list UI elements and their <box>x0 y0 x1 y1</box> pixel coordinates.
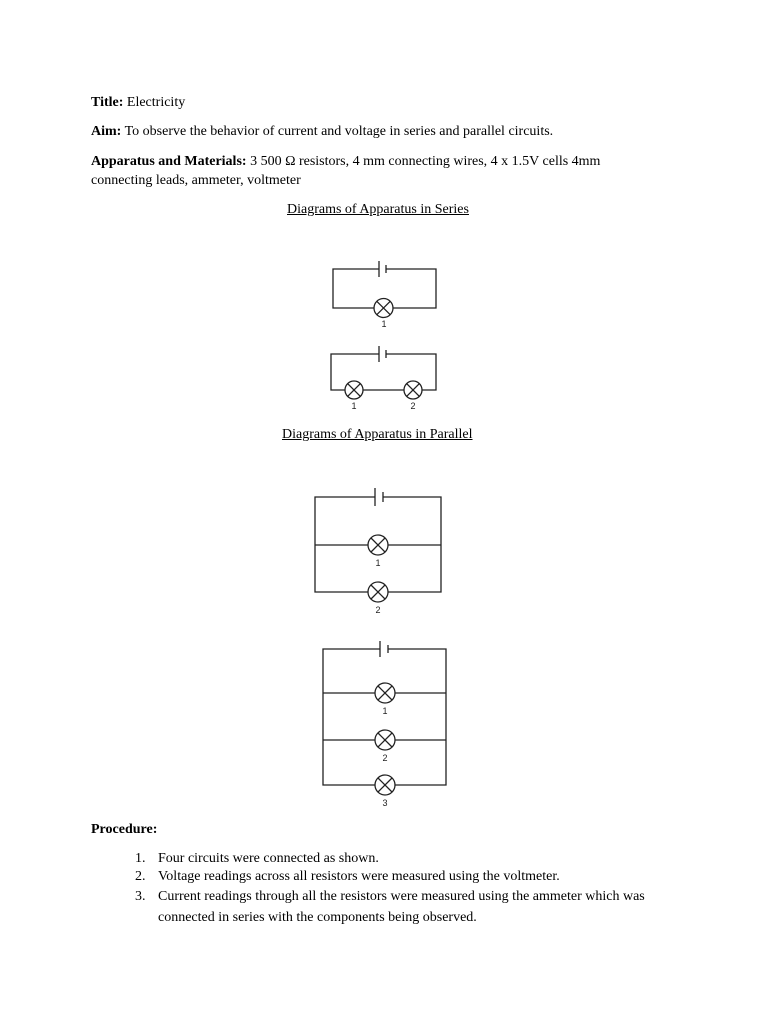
procedure-heading-text: Procedure: <box>91 822 158 837</box>
apparatus-continuation <box>91 172 301 190</box>
title-line <box>91 94 185 112</box>
procedure-heading <box>91 821 157 839</box>
title-value: Electricity <box>126 95 186 110</box>
aim-line <box>91 123 553 141</box>
lamp-icon <box>375 683 395 703</box>
lamp-label: 2 <box>410 401 416 411</box>
lamp-label: 3 <box>382 798 388 808</box>
series-circuit-one-lamp <box>330 258 440 330</box>
series-a-wire <box>333 269 379 308</box>
lamp-icon <box>368 582 388 602</box>
apparatus-value-line2: connecting leads, ammeter, voltmeter <box>91 173 301 188</box>
procedure-step-3 <box>135 886 665 928</box>
procedure-step-2 <box>135 868 560 886</box>
procedure-step-1 <box>135 850 379 868</box>
parallel-b-outer-wire <box>323 649 380 785</box>
lamp-icon <box>375 775 395 795</box>
step-text: Voltage readings across all resistors were measured using the voltmeter. <box>158 869 560 884</box>
series-circuit-two-lamps <box>328 344 440 414</box>
parallel-b-outer-wire-right <box>388 649 446 785</box>
lamp-label: 2 <box>375 605 381 615</box>
apparatus-line <box>91 153 600 171</box>
step-text: Four circuits were connected as shown. <box>158 851 379 866</box>
parallel-heading: Diagrams of Apparatus in Parallel <box>282 427 473 442</box>
step-text: Current readings through all the resistors were measured using the ammeter which was connected in series with the components being observed. <box>158 889 645 925</box>
parallel-circuit-three-lamps <box>320 638 450 810</box>
lamp-label: 1 <box>381 319 387 329</box>
parallel-circuit-two-lamps <box>312 485 444 617</box>
title-label: Title: <box>91 95 124 110</box>
lamp-icon <box>375 730 395 750</box>
step-number: 2. <box>135 869 146 884</box>
apparatus-value-line1: 3 500 Ω resistors, 4 mm connecting wires, 4 x 1.5V cells 4mm <box>250 154 601 169</box>
lamp-icon <box>374 299 393 318</box>
aim-value: To observe the behavior of current and voltage in series and parallel circuits. <box>124 124 554 139</box>
lamp-label: 2 <box>382 753 388 763</box>
step-number: 1. <box>135 851 146 866</box>
lamp-icon <box>368 535 388 555</box>
lamp-label: 1 <box>375 558 381 568</box>
lamp-icon <box>404 381 422 399</box>
series-heading: Diagrams of Apparatus in Series <box>287 202 469 217</box>
series-a-wire-right <box>386 269 436 308</box>
lamp-label: 1 <box>382 706 388 716</box>
aim-label: Aim: <box>91 124 122 139</box>
lamp-label: 1 <box>351 401 357 411</box>
step-number: 3. <box>135 889 146 904</box>
lamp-icon <box>345 381 363 399</box>
apparatus-label: Apparatus and Materials: <box>91 154 247 169</box>
